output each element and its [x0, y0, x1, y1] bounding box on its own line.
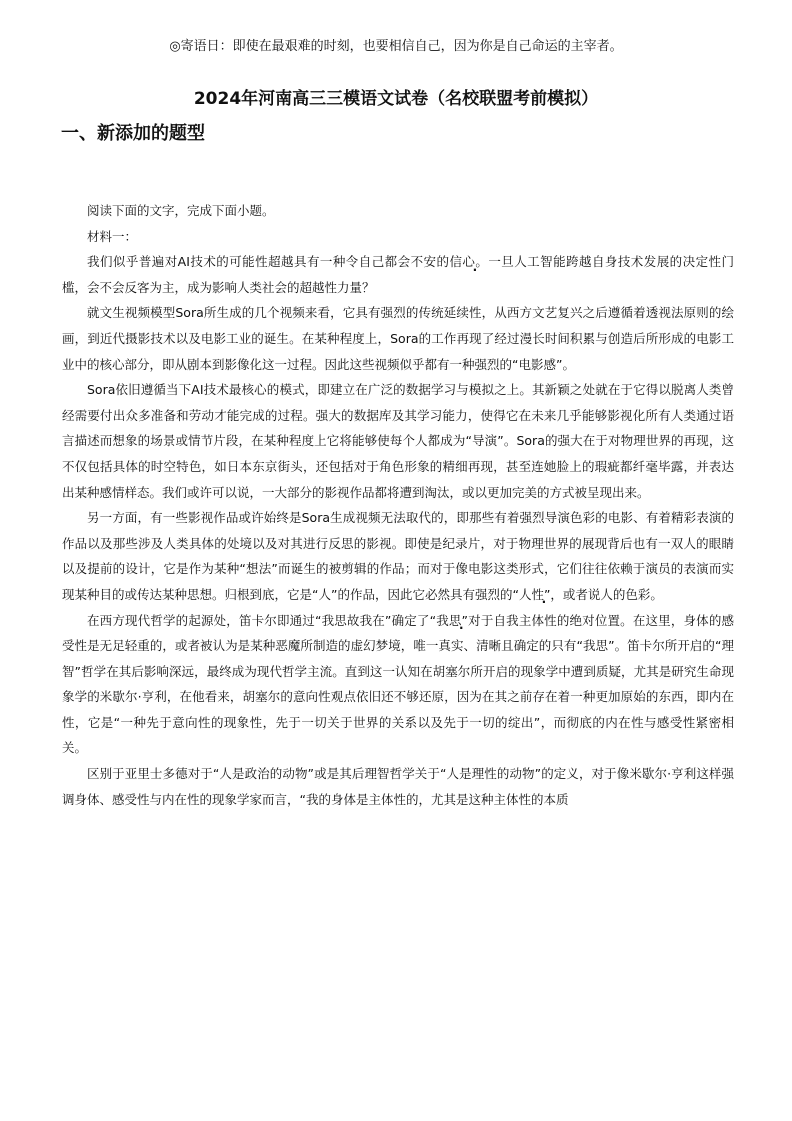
paragraph: 就文生视频模型Sora所生成的几个视频来看，它具有强烈的传统延续性，从西方文艺复兴之后遵循着透视法原则的绘画，到近代摄影技术以及电影工业的诞生。在某种程度上，Sora的工作再现了经过漫长时间积累与创造后所形成的电影工业中的核心部分，即从剧本到影像化这一过程。因此这些视频似乎都有一种强烈的“电影感”。	[62, 305, 734, 372]
emphasis-dotted-text: 人性	[518, 586, 544, 602]
paragraph: 我们似乎普遍对AI技术的可能性超越具有一种令自己都会不安的信心。一旦人工智能跨越自身技术发展的决定性门槛，会不会反客为主，成为影响人类社会的超越性力量？	[62, 254, 734, 295]
paragraph-instruction: 阅读下面的文字，完成下面小题。	[87, 203, 275, 218]
paragraph: 区别于亚里士多德对于“人是政治的动物”或是其后理智哲学关于“人是理性的动物”的定义，对于像米歇尔·亨利这样强调身体、感受性与内在性的现象学家而言，“我的身体是主体性的，尤其是这种主体性的本质	[62, 766, 734, 807]
paragraph: 在西方现代哲学的起源处，笛卡尔即通过“我思故我在”确定了“我思”对于自我主体性的绝对位置。在这里，身体的感受性是无足轻重的，或者被认为是某种恶魔所制造的虚幻梦境，唯一真实、清晰且确定的只有“我思”。笛卡尔所开启的“理智”哲学在其后影响深远，最终成为现代哲学主流。直到这一认知在胡塞尔所开启的现象学中遭到质疑，尤其是研究生命现象学的米歇尔·亨利，在他看来，胡塞尔的意向性观点依旧还不够还原，因为在其之前存在着一种更加原始的东西，即内在性，它是“一种先于意向性的现象性，先于一切关于世界的关系以及先于一切的绽出”，而彻底的内在性与感受性紧密相关。	[62, 612, 734, 756]
motto-banner: ◎寄语日：即使在最艰难的时刻，也要相信自己，因为你是自己命运的主宰者。	[169, 39, 623, 54]
paragraph-material-label: 材料一：	[87, 228, 138, 244]
document-title: 2024年河南高三三模语文试卷（名校联盟考前模拟）	[193, 89, 599, 109]
emphasis-dotted-text: 信心	[449, 254, 476, 270]
body-text	[62, 198, 734, 812]
paragraph: Sora依旧遵循当下AI技术最核心的模式，即建立在广泛的数据学习与模拟之上。其新颖之处就在于它得以脱离人类曾经需要付出众多准备和劳动才能完成的过程。强大的数据库及其学习能力，使得它在未来几乎能够影视化所有人类通过语言描述而想象的场景或情节片段，在某种程度上它将能够使每个人都成为“导演”。Sora的强大在于对物理世界的再现，这不仅包括具体的时空特色，如日本东京街头，还包括对于角色形象的精细再现，甚至连她脸上的瑕疵都纤毫毕露，并表达出某种感情样态。我们或许可以说，一大部分的影视作品都将遭到淘汰，或以更加完美的方式被呈现出来。	[62, 382, 734, 500]
paragraph: 另一方面，有一些影视作品或许始终是Sora生成视频无法取代的，即那些有着强烈导演色彩的电影、有着精彩表演的作品以及那些涉及人类具体的处境以及对其进行反思的影视。即使是纪录片，对于物理世界的展现背后也有一双人的眼睛以及提前的设计，它是作为某种“想法”而诞生的被剪辑的作品；而对于像电影这类形式，它们往往依赖于演员的表演而实现某种目的或传达某种思想。归根到底，它是“人”的作品，因此它必然具有强烈的“人性”，或者说人的色彩。	[62, 510, 734, 602]
emphasis-dotted-text: 我思	[436, 612, 462, 628]
section-heading: 一、新添加的题型	[61, 123, 205, 144]
